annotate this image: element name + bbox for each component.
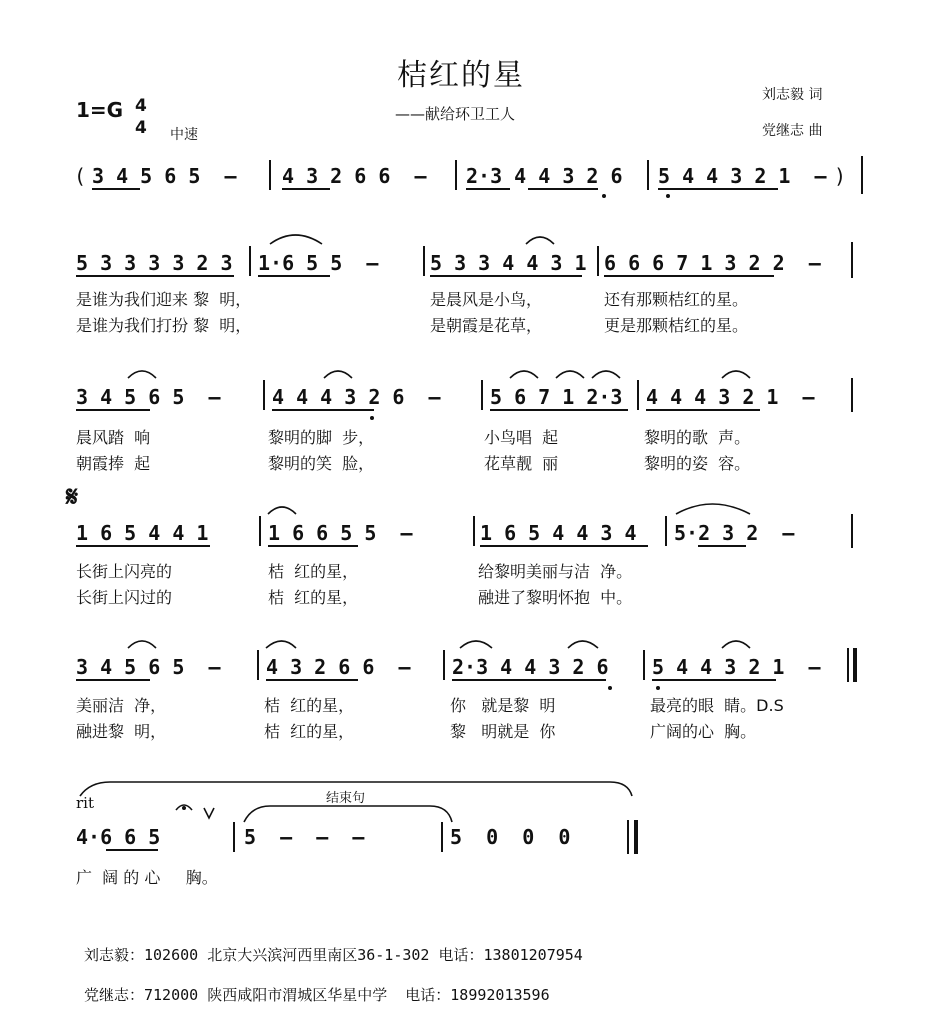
octave-dot (370, 416, 374, 420)
sys2-measure-4: 4 4 4 3 2 1 – (646, 385, 815, 409)
sys2-lyric1-b: 黎明的脚 步， (268, 428, 375, 447)
sys4-lyric1-b: 桔 红的星， (264, 696, 355, 715)
sys2-measure-2: 4 4 4 3 2 6 – (272, 385, 441, 409)
segno-sign: 𝄋 (66, 480, 79, 513)
sys2-lyric2-c: 花草靓 丽 (484, 454, 559, 473)
sys2-lyric2-b: 黎明的笑 脸， (268, 454, 375, 473)
sys3-measure-1: 1 6 5 4 4 1 (76, 521, 209, 545)
ending-tie (244, 806, 452, 822)
sys4-lyric2-a: 融进黎 明， (76, 722, 167, 741)
sys5-measure-3: 5 0 0 0 (450, 825, 571, 849)
octave-dot (666, 194, 670, 198)
intro-measure-1: 3 4 5 6 5 – (92, 164, 237, 188)
contact-lyricist: 刘志毅：102600 北京大兴滨河西里南区36-1-302 电话：13801207954 (84, 946, 583, 964)
sys2-lyric1-a: 晨风踏 响 (76, 428, 151, 447)
sys3-measure-3: 1 6 5 4 4 3 4 (480, 521, 637, 545)
tie (592, 371, 620, 378)
tie (128, 371, 156, 378)
sys1-measure-4: 6 6 6 7 1 3 2 2 – (604, 251, 821, 275)
sys2-measure-1: 3 4 5 6 5 – (76, 385, 221, 409)
tie (510, 371, 538, 378)
sys5-lyric: 广 阔 的 心 胸。 (76, 868, 218, 887)
key-signature: 1=G (76, 98, 124, 122)
tie (128, 641, 156, 648)
sys1-lyric1-a: 是谁为我们迎来 黎 明， (76, 290, 252, 309)
intro-close-paren: ) (834, 164, 847, 188)
tie (270, 235, 322, 244)
sys1-lyric2-b: 是朝霞是花草， (430, 316, 543, 335)
tie (268, 507, 296, 514)
composer-credit: 党继志 曲 (762, 123, 823, 139)
octave-dot (608, 686, 612, 690)
tie (526, 237, 554, 244)
tie (266, 641, 296, 648)
tie (324, 371, 352, 378)
sys3-lyric1-a: 长街上闪亮的 (76, 562, 173, 581)
sys1-lyric1-b: 是晨风是小鸟， (430, 290, 543, 309)
sys4-lyric2-b: 桔 红的星， (264, 722, 355, 741)
tie (460, 641, 492, 648)
intro-open-paren: ( (74, 164, 87, 188)
tempo-marking: 中速 (170, 127, 198, 143)
sys2-lyric1-d: 黎明的歌 声。 (644, 428, 751, 447)
sys3-measure-2: 1 6 6 5 5 – (268, 521, 413, 545)
sys1-lyric2-c: 更是那颗桔红的星。 (604, 316, 749, 335)
sys3-lyric1-c: 给黎明美丽与洁 净。 (478, 562, 633, 581)
sys4-measure-2: 4 3 2 6 6 – (266, 655, 411, 679)
sys3-measure-4: 5·2 3 2 – (674, 521, 795, 545)
time-signature-bottom: 4 (135, 118, 147, 138)
sys1-measure-1: 5 3 3 3 3 2 3 (76, 251, 233, 275)
song-title: 桔红的星 (397, 58, 525, 93)
sys5-measure-1: 4·6 6 5 (76, 825, 161, 849)
sys1-measure-3: 5 3 3 4 4 3 1 (430, 251, 587, 275)
fermata-dot (182, 806, 186, 810)
sys5-measure-2: 5 – – – (244, 825, 365, 849)
lyricist-credit: 刘志毅 词 (762, 87, 823, 103)
tie (676, 504, 750, 514)
sys2-lyric2-d: 黎明的姿 容。 (644, 454, 751, 473)
sys3-lyric2-a: 长街上闪过的 (76, 588, 173, 607)
tie (722, 371, 750, 378)
rit-marking: rit (76, 794, 94, 812)
sys1-measure-2: 1·6 5 5 – (258, 251, 379, 275)
breath-mark (204, 808, 214, 818)
tie (568, 641, 598, 648)
octave-dot (656, 686, 660, 690)
sys4-lyric2-d: 广阔的心 胸。 (650, 722, 757, 741)
song-subtitle: ——献给环卫工人 (395, 105, 516, 123)
intro-measure-2: 4 3 2 6 6 – (282, 164, 427, 188)
sys4-lyric1-c: 你 就是黎 明 (450, 696, 556, 715)
octave-dot (602, 194, 606, 198)
sys4-lyric1-d: 最亮的眼 睛。D.S (650, 696, 784, 715)
tie (722, 641, 750, 648)
sys1-lyric1-c: 还有那颗桔红的星。 (604, 290, 749, 309)
intro-measure-3: 2·3 4 4 3 2 6 (466, 164, 623, 188)
time-signature-top: 4 (135, 96, 147, 116)
sys4-measure-1: 3 4 5 6 5 – (76, 655, 221, 679)
contact-composer: 党继志：712000 陕西咸阳市渭城区华星中学 电话：18992013596 (84, 986, 550, 1004)
sys4-lyric2-c: 黎 明就是 你 (450, 722, 556, 741)
sys4-measure-3: 2·3 4 4 3 2 6 (452, 655, 609, 679)
sys4-lyric1-a: 美丽洁 净， (76, 696, 167, 715)
rit-bracket (80, 782, 632, 796)
intro-measure-4: 5 4 4 3 2 1 – (658, 164, 827, 188)
tie (556, 371, 584, 378)
sys2-measure-3: 5 6 7 1 2·3 (490, 385, 623, 409)
sys3-lyric2-b: 桔 红的星， (268, 588, 359, 607)
sys3-lyric1-b: 桔 红的星， (268, 562, 359, 581)
sys1-lyric2-a: 是谁为我们打扮 黎 明， (76, 316, 252, 335)
sys2-lyric1-c: 小鸟唱 起 (484, 428, 559, 447)
sys2-lyric2-a: 朝霞捧 起 (76, 454, 151, 473)
sys4-measure-4: 5 4 4 3 2 1 – (652, 655, 821, 679)
ending-label: 结束句 (326, 791, 366, 806)
sys3-lyric2-c: 融进了黎明怀抱 中。 (478, 588, 633, 607)
